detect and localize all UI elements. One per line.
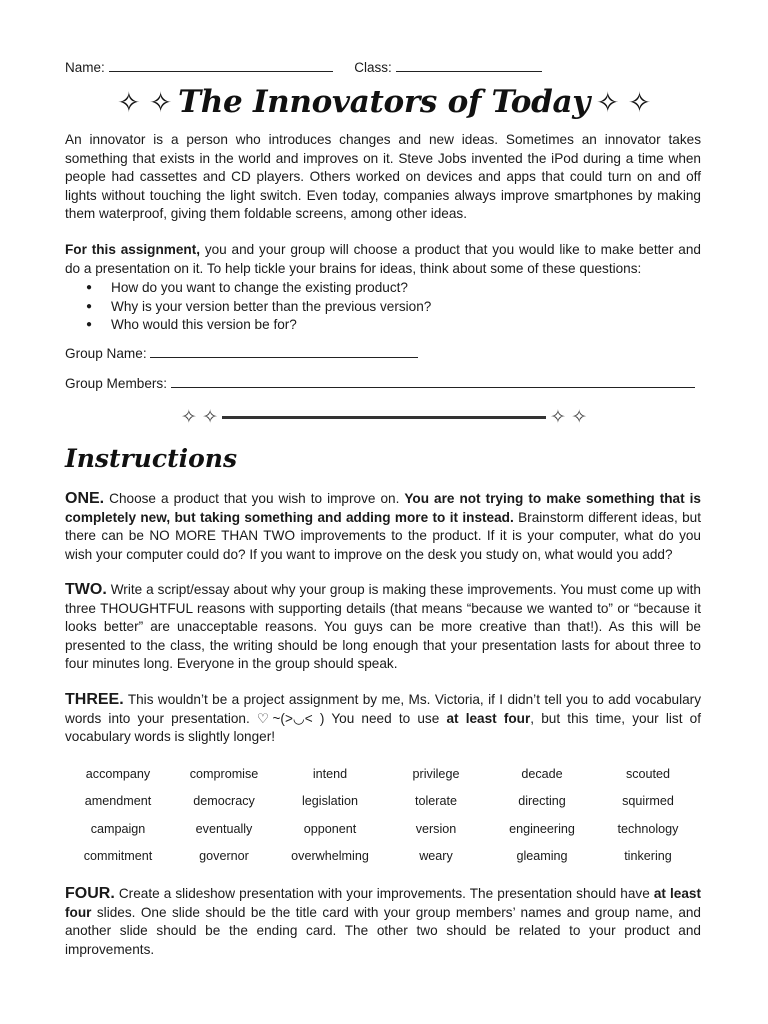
vocab-word: legislation (301, 794, 358, 809)
name-blank[interactable] (109, 61, 333, 72)
step-one-text-cont: Brainstorm different ideas, but there can be NO MORE THAN TWO improvements to the product. If it is your computer, what do you wish your computer could do? If you want to improve on the desk you study on, what would you add? (65, 509, 701, 562)
step-four-text: Create a slideshow presentation with your improvements. The presentation should have (114, 886, 654, 901)
group-name-blank[interactable] (150, 347, 418, 358)
group-members-blank[interactable] (171, 377, 695, 388)
group-name-label: Group Name: (65, 346, 147, 361)
divider-rule (222, 416, 546, 419)
vocab-word: directing (518, 794, 566, 809)
step-three-label: THREE. (65, 691, 124, 708)
step-one (65, 490, 701, 564)
vocab-word: governor (199, 848, 249, 863)
vocab-word: tolerate (414, 794, 457, 809)
vocab-word: overwhelming (291, 848, 369, 863)
vocab-word: intend (312, 767, 348, 781)
name-class-line (65, 60, 542, 75)
step-three-bold: at least four (446, 710, 531, 726)
vocab-word: tinkering (624, 848, 672, 863)
list-item: ● Who would this version be for? (86, 316, 431, 335)
section-divider (0, 406, 768, 429)
sparkle-icon: ✧ ✧ (595, 86, 651, 119)
step-four-text-cont: slides. One slide should be the title card with your group members’ names and group name, and another slide should be the ending card. The other two should be related to your product and improvements. (65, 904, 701, 957)
vocabulary-table (65, 767, 701, 876)
vocab-word: campaign (90, 821, 146, 836)
question-list (86, 279, 431, 335)
list-item: ● Why is your version better than the previous version? (86, 298, 431, 317)
table-row (65, 822, 701, 849)
vocab-word: weary (419, 848, 453, 863)
group-name-line (65, 346, 418, 361)
vocab-word: commitment (83, 848, 153, 863)
name-label: Name: (65, 60, 105, 75)
step-three-text: This wouldn’t be a project assignment by me, Ms. Victoria, if I didn’t tell you to add vocabulary words into your presentation. ♡~(>◡< ) You need to use (65, 692, 701, 726)
page-title (0, 84, 768, 120)
vocab-word: accompany (85, 767, 151, 781)
step-four-label: FOUR. (65, 885, 115, 902)
sparkle-icon: ✧ ✧ (180, 407, 218, 428)
group-members-label: Group Members: (65, 376, 167, 391)
table-row (65, 794, 701, 821)
vocab-word: squirmed (622, 794, 674, 809)
step-three-text-cont: , but this time, your list of vocabulary words is slightly longer! (65, 710, 701, 745)
sparkle-icon: ✧ ✧ (550, 407, 588, 428)
step-one-bold: You are not trying to make something that is completely new, but taking something and adding more to it instead. (65, 491, 701, 525)
vocab-word: amendment (84, 794, 152, 809)
instructions-heading: Instructions (65, 444, 238, 473)
step-two-label: TWO. (65, 581, 107, 598)
step-three (65, 691, 701, 747)
assignment-paragraph (65, 241, 701, 278)
vocab-word: engineering (509, 821, 575, 836)
step-four (65, 885, 701, 959)
table-row (65, 849, 701, 876)
sparkle-icon: ✧ ✧ (117, 86, 173, 119)
intro-paragraph: An innovator is a person who introduces changes and new ideas. Sometimes an innovator takes something that exists in the world and improves on it. Steve Jobs invented the iPod during a time when people had cassettes and CD players. Others worked on devices and apps that could turn on and off lights without touching the light switch. Even today, companies always improve smartphones by making them waterproof, giving them foldable screens, among other ideas. (65, 132, 701, 222)
assignment-text: you and your group will choose a product that you would like to make better and do a presentation on it. To help tickle your brains for ideas, think about some of these questions: (65, 242, 701, 276)
vocab-word: privilege (412, 767, 460, 781)
vocab-word: compromise (189, 767, 259, 781)
class-label: Class: (354, 60, 392, 75)
assignment-lead: For this assignment, (65, 242, 201, 257)
vocab-word: eventually (195, 821, 253, 836)
step-four-bold: at least four (65, 886, 701, 920)
step-two-text: Write a script/essay about why your group is making these improvements. You must come up with three THOUGHTFUL reasons with supporting details (that means “because we wanted to” or “because it looks better” are unacceptable reasons. You guys can be more creative than that!). As this will be presented to the class, the writing should be long enough that your presentation lasts for about three to four minutes long. Everyone in the group should speak. (65, 582, 701, 672)
title-text: The Innovators of Today (178, 84, 590, 120)
vocab-word: decade (521, 767, 563, 781)
vocab-word: version (415, 821, 457, 836)
step-two (65, 581, 701, 674)
table-row (65, 767, 701, 794)
vocab-word: democracy (193, 794, 255, 809)
list-item: ● How do you want to change the existing product? (86, 279, 431, 298)
group-members-line (65, 376, 695, 391)
vocab-word: technology (617, 821, 679, 836)
vocab-word: gleaming (516, 848, 568, 863)
step-one-label: ONE. (65, 490, 105, 507)
vocab-word: scouted (625, 767, 671, 781)
step-one-text: Choose a product that you wish to improve on. (104, 491, 405, 506)
class-blank[interactable] (396, 61, 542, 72)
vocab-word: opponent (303, 821, 357, 836)
